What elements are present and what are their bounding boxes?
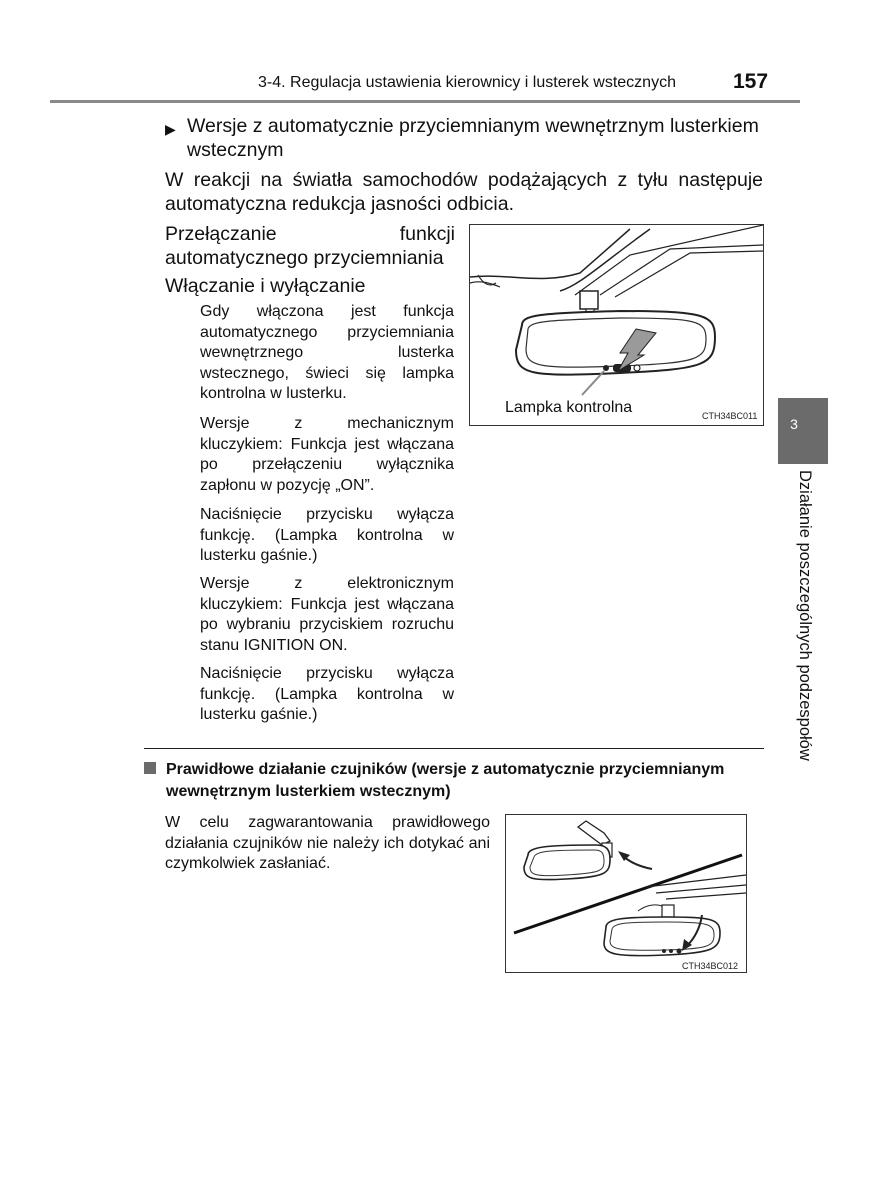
page-number: 157 (733, 70, 769, 93)
sensor-illustration (506, 815, 746, 972)
figure-sensor (505, 814, 747, 973)
triangle-bullet-icon: ▶ (165, 121, 176, 137)
chapter-number: 3 (790, 416, 798, 432)
paragraph-press-button-1: Naciśnięcie przycisku wyłącza funkcję. (Lampka kontrolna w lusterku gaśnie.) (200, 506, 454, 565)
paragraph-mechanical-key: Wersje z mechanicznym kluczykiem: Funkcja jest włączana po przełączeniu wyłącznika zapłonu w pozycję „ON”. (200, 415, 454, 494)
chapter-label: Działanie poszczególnych podzespołów (796, 470, 814, 761)
on-off-heading: Włączanie i wyłączanie (165, 275, 366, 297)
section2-body: W celu zagwarantowania prawidłowego działania czujników nie należy ich dotykać ani czymkolwiek zasłaniać. (165, 814, 490, 873)
section-rule (144, 748, 764, 749)
figure1-code: CTH34BC011 (702, 411, 758, 421)
square-bullet-icon (144, 762, 156, 774)
figure2-code: CTH34BC012 (682, 961, 739, 971)
content-heading-line2: wstecznym (187, 139, 284, 161)
paragraph-electronic-key: Wersje z elektronicznym kluczykiem: Funkcja jest włączana po wybraniu przyciskiem rozruchu stanu IGNITION ON. (200, 575, 454, 654)
intro-paragraph: W reakcji na światła samochodów podążających z tyłu następuje automatyczna redukcja jasności odbicia. (165, 169, 763, 215)
content-heading-line1: Wersje z automatycznie przyciemnianym wewnętrznym lusterkiem (187, 115, 759, 137)
header-section-title: 3-4. Regulacja ustawienia kierownicy i lusterek wstecznych (258, 74, 676, 91)
switch-heading: Przełączanie funkcji automatycznego przyciemniania (165, 223, 455, 269)
mirror-illustration (470, 225, 763, 425)
figure-mirror-indicator (469, 224, 764, 426)
section2-title: Prawidłowe działanie czujników (wersje z automatycznie przyciemnianym wewnętrznym lusterkiem wstecznym) (166, 761, 725, 800)
paragraph-indicator: Gdy włączona jest funkcja automatycznego przyciemniania wewnętrznego lusterka wstecznego, świeci się lampka kontrolna w lusterku. (200, 303, 454, 403)
header-rule (50, 100, 800, 103)
paragraph-press-button-2: Naciśnięcie przycisku wyłącza funkcję. (Lampka kontrolna w lusterku gaśnie.) (200, 665, 454, 724)
figure1-label: Lampka kontrolna (505, 399, 633, 416)
